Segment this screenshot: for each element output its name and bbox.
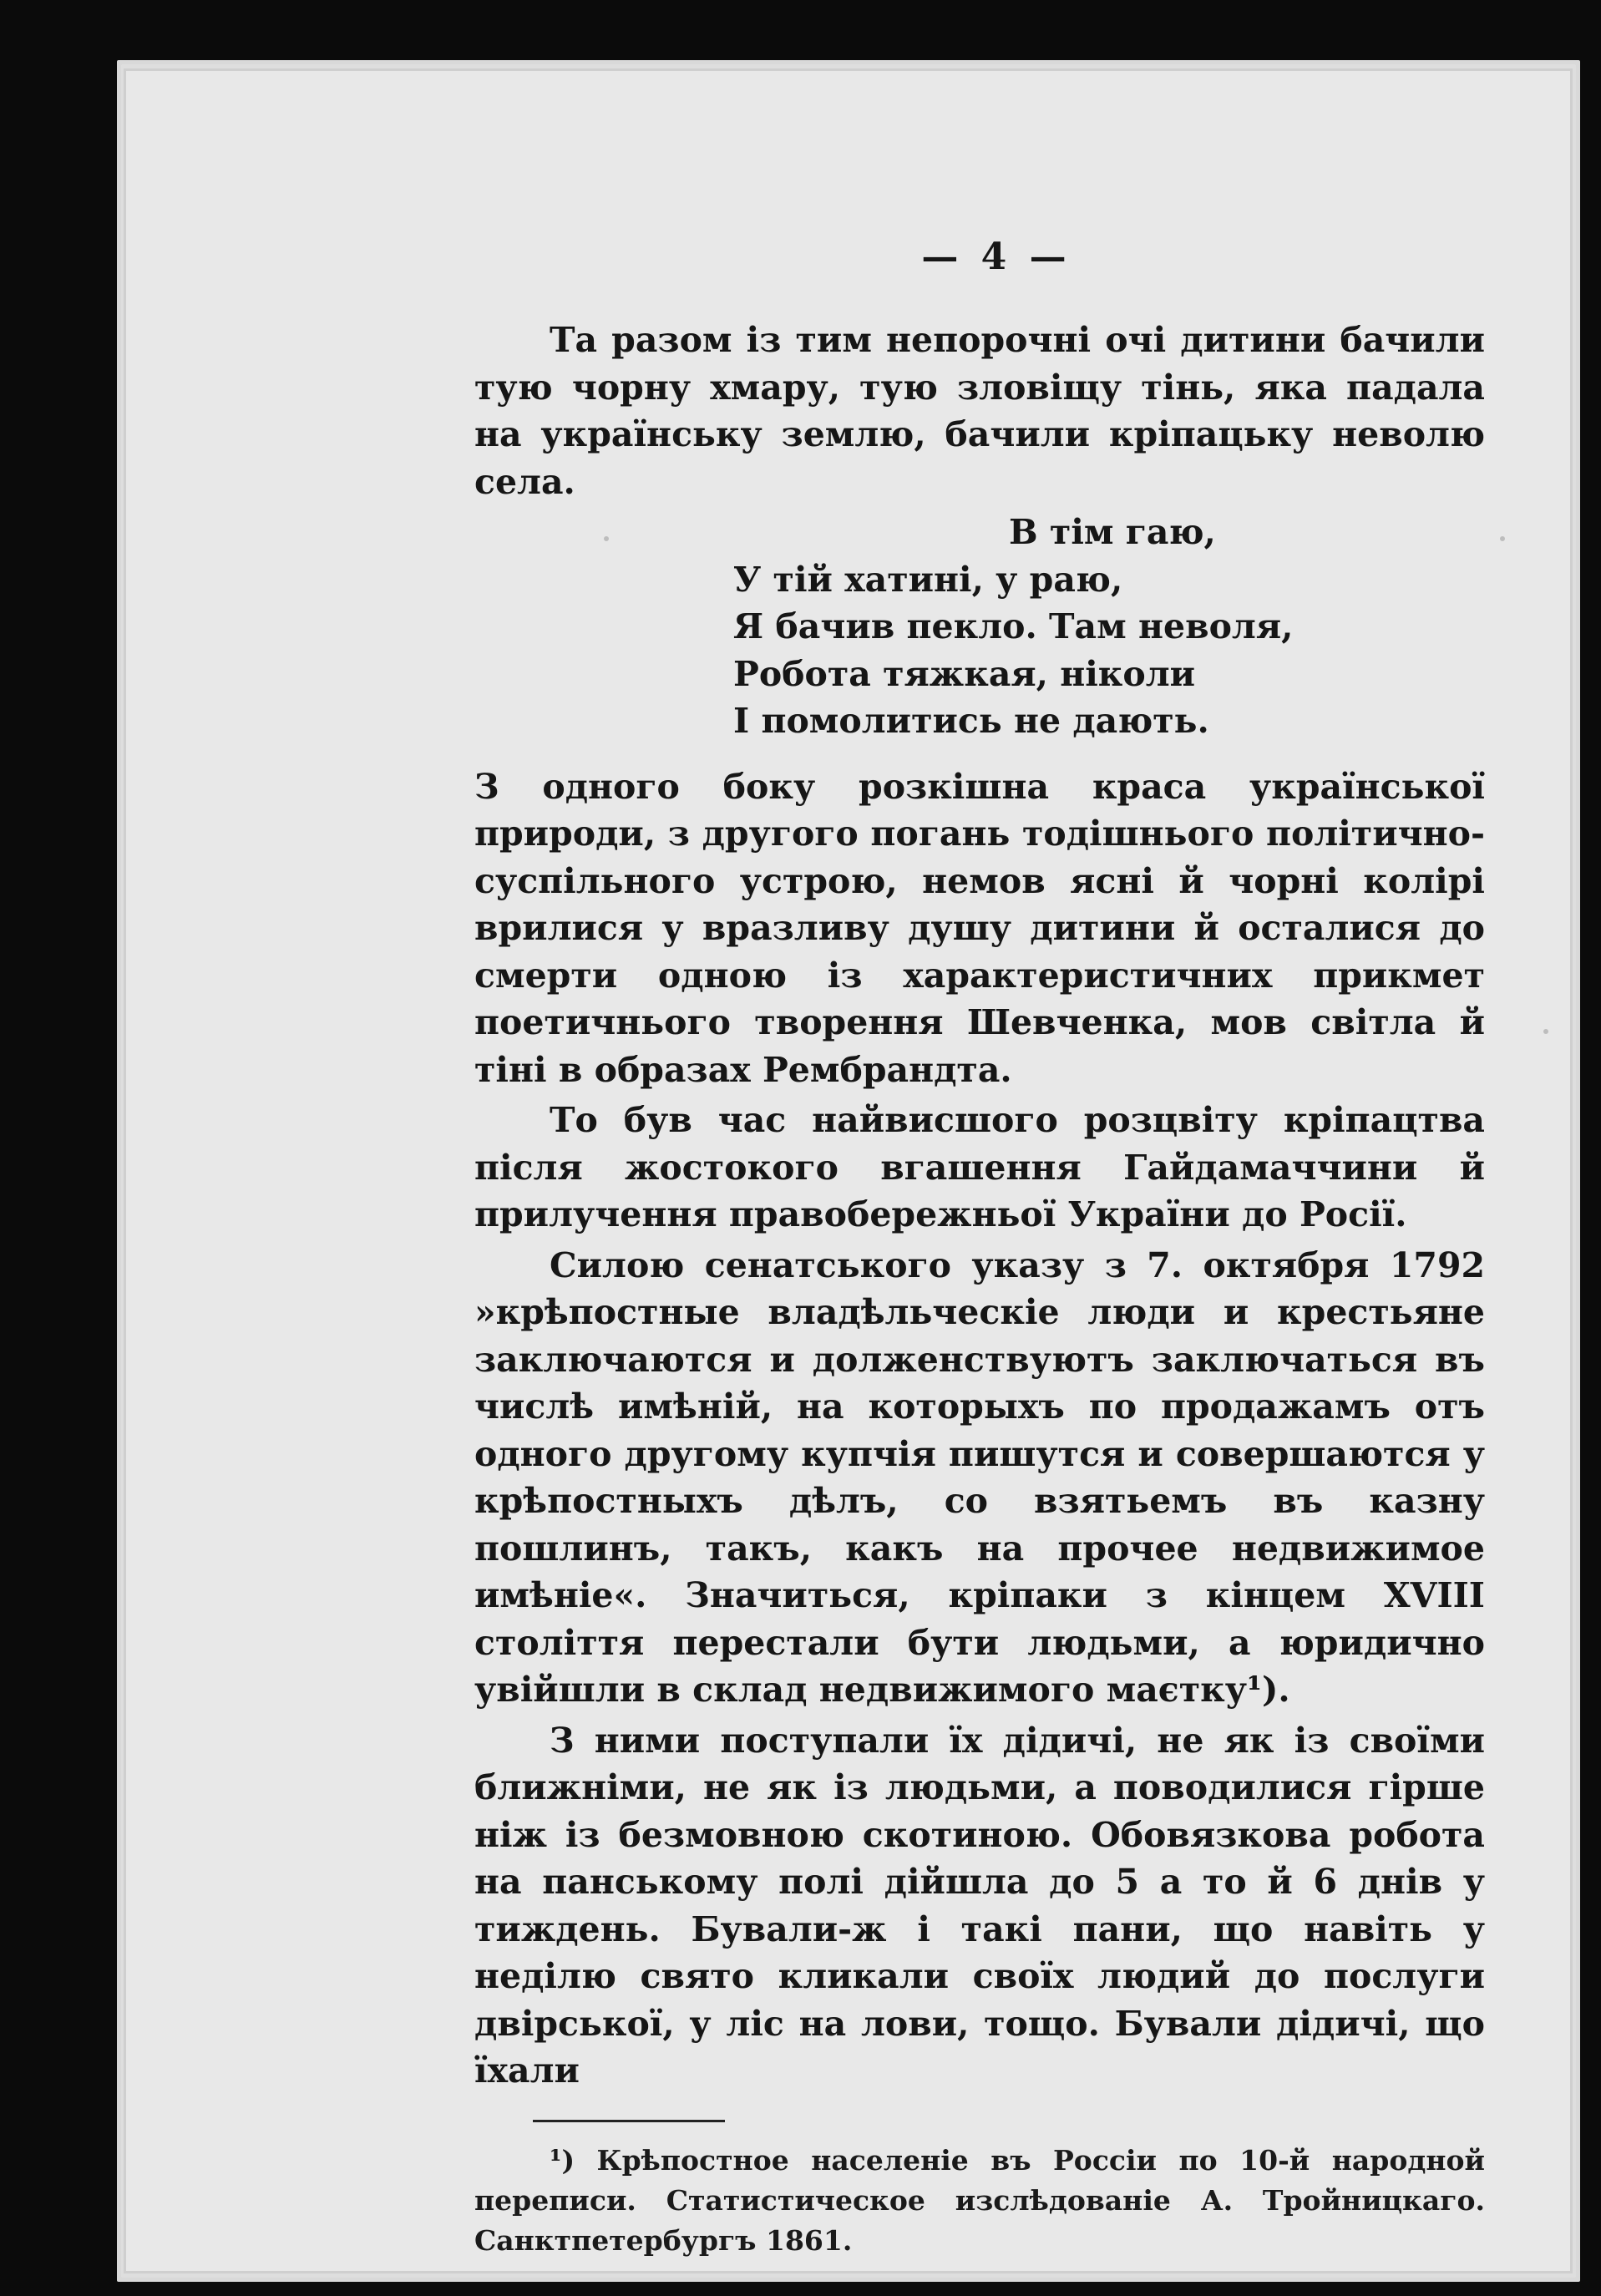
page-text-block [474, 236, 1485, 2261]
paragraph-3: То був час найвисшого розцвіту кріпацтва після жостокого вгашення Гайдамаччини й прилучення правобережньої України до Росії. [474, 1100, 1485, 1234]
poem-line: Робота тяжкая, ніколи [733, 653, 1196, 694]
paragraph-4: Силою сенатського указу з 7. октября 1792 »крѣпостные владѣльческіе люди и крестьяне заключаются и долженствуютъ заключаться въ числѣ имѣній, на которыхъ по продажамъ отъ одного другому купчія пишутся и совершаются у крѣпостныхъ дѣлъ, со взятьемъ въ казну пошлинъ, такъ, какъ на прочее недвижимое имѣніе«. Значиться, кріпаки з кінцем XVIII століття перестали бути людьми, а юридично увійшли в склад недвижимого маєтку¹). [474, 1244, 1485, 1710]
footnote: ¹) Крѣпостное населеніе въ Россіи по 10-й народной переписи. Статистическое изслѣдованіе А. Тройницкаго. Санктпетербургъ 1861. [474, 2143, 1485, 2257]
paragraph-5: З ними поступали їх дідичі, не як із своїми ближніми, не як із людьми, а поводилися гірше ніж із безмовною скотиною. Обовязкова робота на панському полі дійшла до 5 а то й 6 днів у тиждень. Бували-ж і такі пани, що навіть у неділю свято кликали своїх людий до послуги двірської, у ліс на лови, тощо. Бували дідичі, що їхали [474, 1720, 1485, 2091]
book-page [124, 68, 1573, 2273]
poem-line: І помолитись не дають. [733, 701, 1209, 741]
page-number: — 4 — [921, 236, 1072, 278]
poem-line: В тім гаю, [1009, 512, 1216, 552]
poem-quote [474, 509, 1485, 745]
paragraph-1: Та разом із тим непорочні очі дитини бачили тую чорну хмару, тую зловіщу тінь, яка падала на українську землю, бачили кріпацьку неволю села. [474, 320, 1485, 502]
footnote-rule [533, 2120, 725, 2122]
poem-line: У тій хатині, у раю, [733, 559, 1123, 600]
margin-speck [1543, 1029, 1548, 1034]
paragraph-2: З одного боку розкішна краса української природи, з другого погань тодішнього політично-суспільного устрою, немов ясні й чорні колірі врилися у вразливу душу дитини й осталися до смерти одною із характеристичних прикмет поетичнього творення Шевченка, мов світла й тіні в образах Рембрандта. [474, 766, 1485, 1090]
margin-speck [1500, 536, 1505, 541]
poem-line: Я бачив пекло. Там неволя, [733, 606, 1294, 646]
